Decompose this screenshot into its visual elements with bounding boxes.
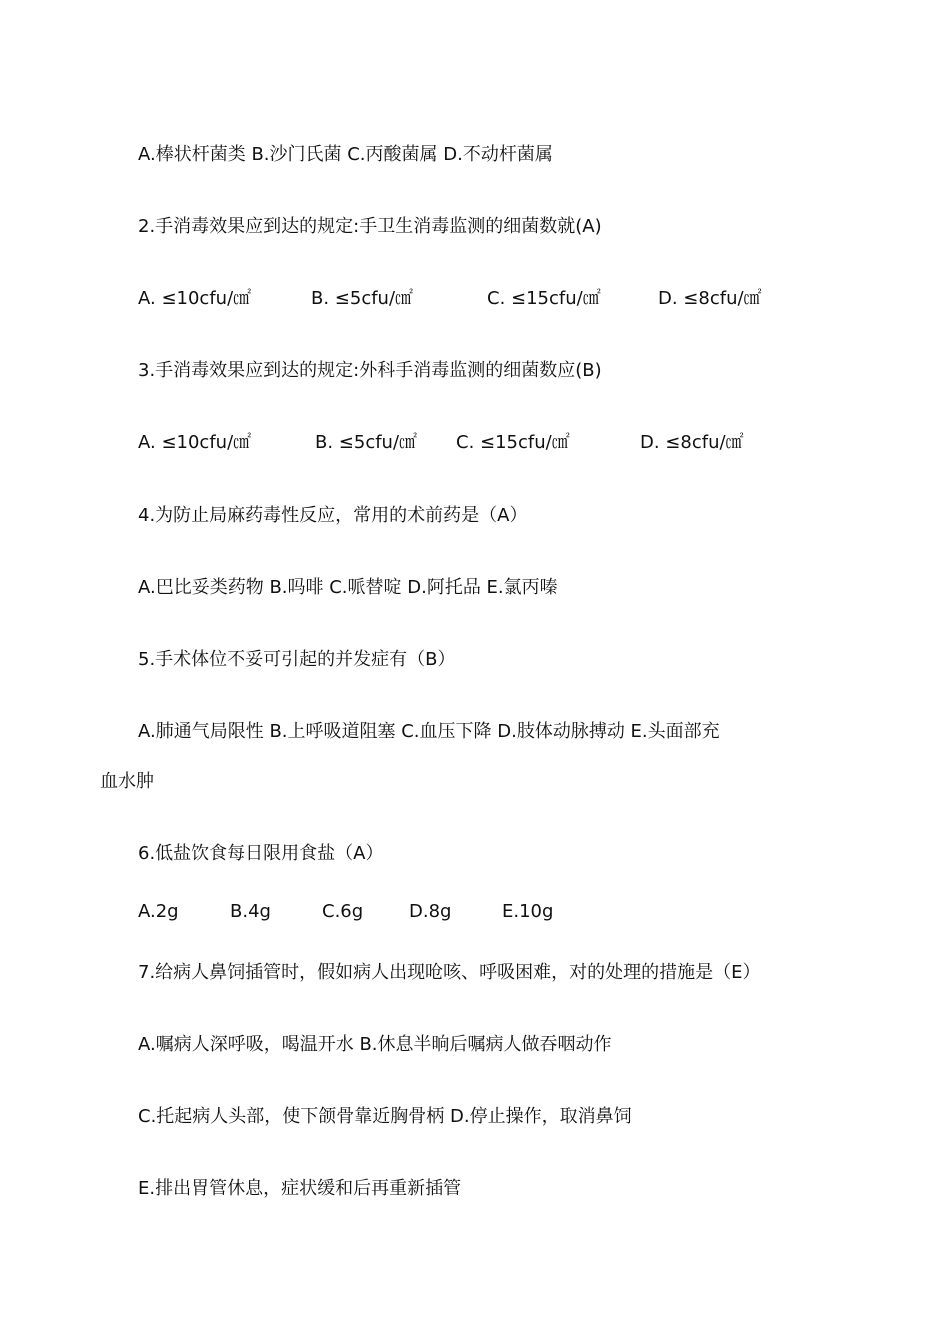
q7-options-line1: A.嘱病人深呼吸，喝温开水 B.休息半晌后嘱病人做吞咽动作	[138, 1034, 612, 1055]
q6-option-b: B.4g	[230, 901, 271, 922]
q7-stem: 7.给病人鼻饲插管时，假如病人出现呛咳、呼吸困难，对的处理的措施是（E）	[138, 962, 761, 983]
q1-options: A.棒状杆菌类 B.沙门氏菌 C.丙酸菌属 D.不动杆菌属	[138, 144, 553, 165]
q3-option-b: B. ≤5cfu/㎠	[315, 432, 418, 453]
q4-options: A.巴比妥类药物 B.吗啡 C.哌替啶 D.阿托品 E.氯丙嗪	[138, 577, 558, 598]
q3-stem: 3.手消毒效果应到达的规定:外科手消毒监测的细菌数应(B)	[138, 360, 602, 381]
q5-options-line1: A.肺通气局限性 B.上呼吸道阻塞 C.血压下降 D.肢体动脉搏动 E.头面部充	[138, 721, 720, 742]
q6-option-c: C.6g	[322, 901, 364, 922]
q3-option-d: D. ≤8cfu/㎠	[640, 432, 744, 453]
q5-options-line2: 血水肿	[100, 771, 154, 792]
q2-option-d: D. ≤8cfu/㎠	[658, 288, 762, 309]
q6-stem: 6.低盐饮食每日限用食盐（A）	[138, 843, 384, 864]
q2-option-a: A. ≤10cfu/㎠	[138, 288, 252, 309]
q7-options-line3: E.排出胃管休息，症状缓和后再重新插管	[138, 1178, 462, 1199]
q2-option-b: B. ≤5cfu/㎠	[311, 288, 414, 309]
q2-option-c: C. ≤15cfu/㎠	[487, 288, 601, 309]
q6-option-e: E.10g	[502, 901, 554, 922]
q3-option-a: A. ≤10cfu/㎠	[138, 432, 252, 453]
q6-option-d: D.8g	[409, 901, 452, 922]
q4-stem: 4.为防止局麻药毒性反应，常用的术前药是（A）	[138, 505, 528, 526]
q5-stem: 5.手术体位不妥可引起的并发症有（B）	[138, 649, 456, 670]
q6-option-a: A.2g	[138, 901, 179, 922]
q2-stem: 2.手消毒效果应到达的规定:手卫生消毒监测的细菌数就(A)	[138, 216, 602, 237]
q3-option-c: C. ≤15cfu/㎠	[456, 432, 570, 453]
q7-options-line2: C.托起病人头部，使下颌骨靠近胸骨柄 D.停止操作，取消鼻饲	[138, 1106, 632, 1127]
